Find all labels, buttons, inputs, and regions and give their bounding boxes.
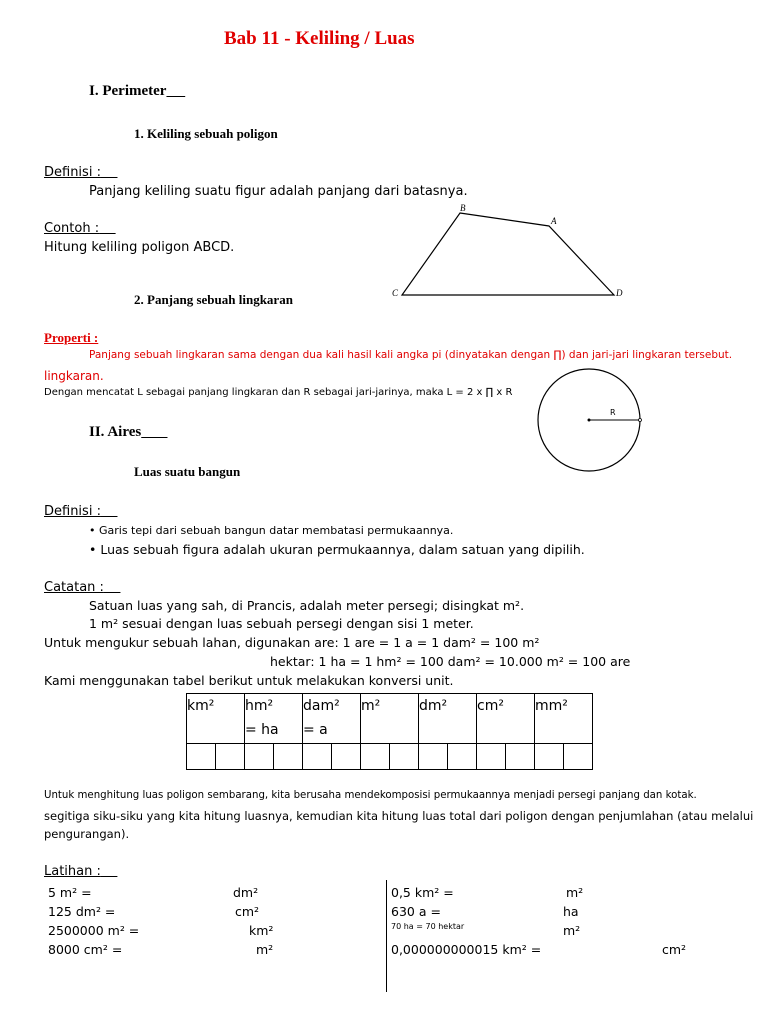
digit-cell [535, 744, 564, 770]
exercise-right-unit2: ha [563, 904, 579, 919]
digit-cell [245, 744, 274, 770]
exercise-left-unit2: cm² [235, 904, 260, 919]
digit-cell [187, 744, 216, 770]
section-heading-area [89, 424, 167, 441]
unit-cell-mm2: mm² [535, 694, 593, 744]
example-label: Contoh : [44, 221, 100, 236]
exercise-right-unit3: m² [563, 923, 581, 938]
section-heading-perimeter [89, 83, 185, 100]
digit-row [187, 744, 593, 770]
exercise-left-unit3: km² [249, 923, 274, 938]
unit-cell-cm2: cm² [477, 694, 535, 744]
unit-conversion-table [186, 693, 593, 770]
exercise-divider [386, 880, 387, 992]
note-line-1: Satuan luas yang sah, di Prancis, adalah meter persegi; disingkat m². [89, 598, 525, 613]
section-heading-text: II. Aires [89, 424, 142, 440]
digit-cell [303, 744, 332, 770]
subheading-polygon: 1. Keliling sebuah poligon [134, 126, 278, 141]
edge-point [639, 419, 642, 422]
circle-figure [534, 366, 646, 478]
decomposition-line-2: segitiga siku-siku yang kita hitung luasnya, kemudian kita hitung luas total dari poligon dengan penjumlahan (atau melalui [44, 809, 754, 823]
exercise-right-q2: 630 a = [391, 904, 441, 919]
digit-cell [332, 744, 361, 770]
subheading-area: Luas suatu bangun [134, 464, 241, 479]
digit-cell [419, 744, 448, 770]
exercise-left-q4: 8000 cm² = [48, 942, 123, 957]
heading-underline [166, 83, 185, 99]
page-title: Bab 11 - Keliling / Luas [224, 28, 415, 49]
exercise-left-unit1: dm² [233, 885, 259, 900]
exercise-left-unit4: m² [256, 942, 274, 957]
vertex-label-b: B [460, 203, 466, 213]
note-line-5: Kami menggunakan tabel berikut untuk melakukan konversi unit. [44, 673, 454, 688]
unit-cell-dam2: dam² = a [303, 694, 361, 744]
digit-cell [390, 744, 419, 770]
vertex-label-d: D [616, 288, 623, 298]
exercise-right-unit4: cm² [662, 942, 687, 957]
vertex-label-c: C [392, 288, 399, 298]
subheading-circle: 2. Panjang sebuah lingkaran [134, 292, 293, 307]
decomposition-line-1: Untuk menghitung luas poligon sembarang, kita berusaha mendekomposisi permukaannya menjadi persegi panjang dan kotak. [44, 790, 697, 801]
note-line-4: hektar: 1 ha = 1 hm² = 100 dam² = 10.000 m² = 100 are [270, 654, 631, 669]
digit-cell [361, 744, 390, 770]
exercise-left-q3: 2500000 m² = [48, 923, 140, 938]
exercise-left-q1: 5 m² = [48, 885, 92, 900]
vertex-label-a: A [551, 216, 557, 226]
exercise-right-q4: 0,000000000015 km² = [391, 942, 542, 957]
digit-cell [216, 744, 245, 770]
unit-cell-hm2: hm² = ha [245, 694, 303, 744]
polygon-abcd-figure [388, 202, 628, 302]
property-label: Properti : [44, 330, 99, 345]
digit-cell [564, 744, 593, 770]
digit-cell [448, 744, 477, 770]
decomposition-line-3: pengurangan). [44, 827, 130, 841]
unit-cell-m2: m² [361, 694, 419, 744]
section-heading-text: I. Perimeter [89, 83, 167, 99]
polygon-shape [402, 213, 614, 295]
unit-cell-dm2: dm² [419, 694, 477, 744]
center-point [588, 419, 591, 422]
exercise-left-q2: 125 dm² = [48, 904, 116, 919]
example-text: Hitung keliling poligon ABCD. [44, 240, 235, 255]
area-bullet-2: • Luas sebuah figura adalah ukuran permukaannya, dalam satuan yang dipilih. [89, 542, 585, 557]
exercise-label: Latihan : [44, 864, 101, 879]
digit-cell [506, 744, 535, 770]
definition-label: Definisi : [44, 165, 101, 180]
definition-text: Panjang keliling suatu figur adalah panjang dari batasnya. [89, 184, 468, 199]
digit-cell [274, 744, 303, 770]
unit-cell-km2: km² [187, 694, 245, 744]
heading-underline [141, 424, 167, 440]
property-text: Panjang sebuah lingkaran sama dengan dua kali hasil kali angka pi (dinyatakan dengan ∏) dan jari-jari lingkaran tersebut. [89, 349, 733, 361]
circle-formula-text: Dengan mencatat L sebagai panjang lingkaran dan R sebagai jari-jarinya, maka L = 2 x ∏ x R [44, 387, 513, 398]
exercise-right-q1: 0,5 km² = [391, 885, 454, 900]
radius-label: R [610, 408, 616, 417]
area-definition-label: Definisi : [44, 504, 101, 519]
area-bullet-1: • Garis tepi dari sebuah bangun datar membatasi permukaannya. [89, 524, 454, 537]
digit-cell [477, 744, 506, 770]
exercise-right-unit1: m² [566, 885, 584, 900]
note-line-2: 1 m² sesuai dengan luas sebuah persegi dengan sisi 1 meter. [89, 616, 474, 631]
property-text-continued: lingkaran. [44, 369, 104, 383]
exercise-right-q3: 70 ha = 70 hektar [391, 922, 465, 931]
note-line-3: Untuk mengukur sebuah lahan, digunakan are: 1 are = 1 a = 1 dam² = 100 m² [44, 635, 540, 650]
unit-header-row [187, 694, 593, 744]
note-label: Catatan : [44, 580, 104, 595]
